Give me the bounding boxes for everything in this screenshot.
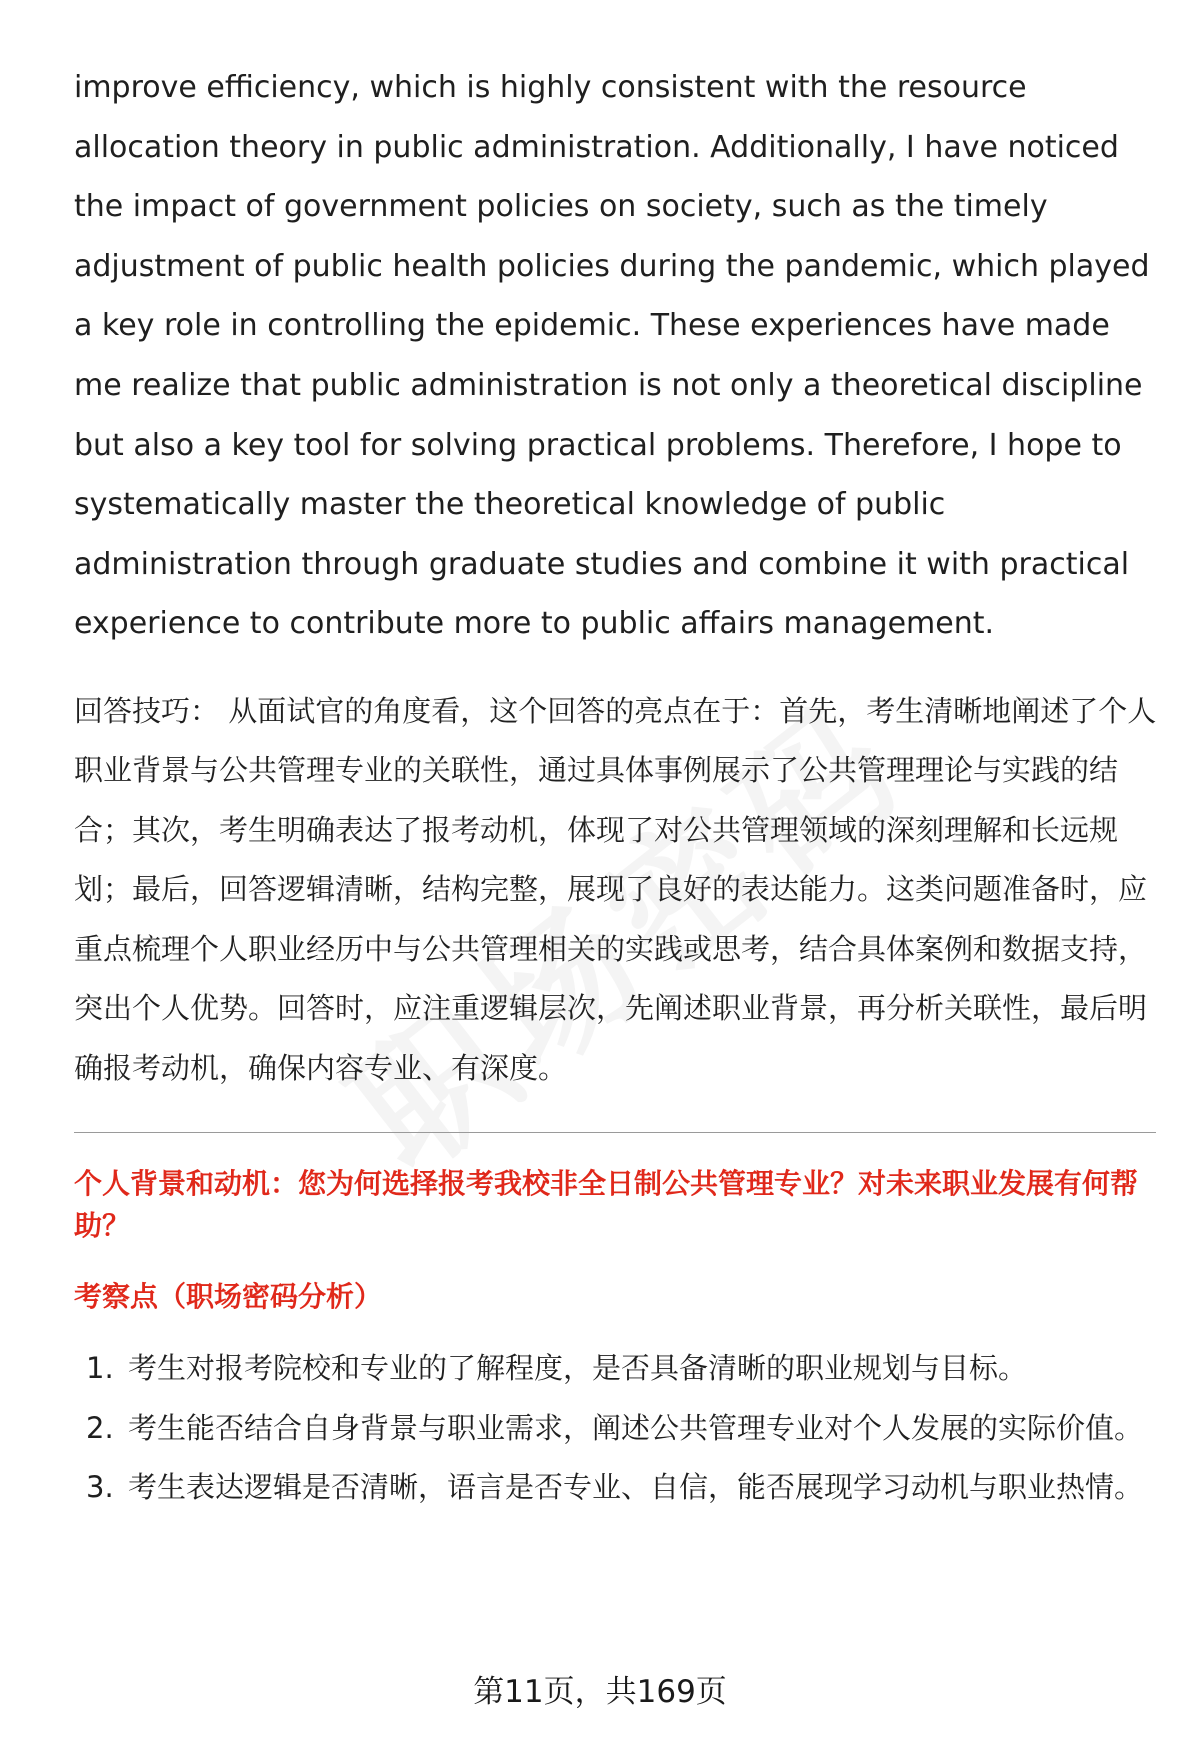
assessment-points-list — [74, 1339, 1164, 1518]
list-item-number: 2. — [86, 1410, 114, 1445]
assessment-heading: 考察点（职场密码分析） — [74, 1280, 383, 1314]
page-content — [74, 58, 1164, 1518]
list-item-number: 3. — [86, 1470, 114, 1505]
list-item — [74, 1399, 1188, 1459]
list-item — [74, 1458, 1188, 1518]
section-divider — [74, 1132, 1156, 1133]
answer-tips-paragraph: 回答技巧： 从面试官的角度看，这个回答的亮点在于：首先，考生清晰地阐述了个人职业背景与公共管理专业的关联性，通过具体事例展示了公共管理理论与实践的结合；其次，考生明确表达了报考动机，体现了对公共管理领域的深刻理解和长远规划；最后，回答逻辑清晰，结构完整，展现了良好的表达能力。这类问题准备时，应重点梳理个人职业经历中与公共管理相关的实践或思考，结合具体案例和数据支持，突出个人优势。回答时，应注重逻辑层次，先阐述职业背景，再分析关联性，最后明确报考动机，确保内容专业、有深度。 — [74, 693, 1157, 1085]
page-number-footer: 第11页，共169页 — [473, 1674, 727, 1710]
list-item-text: 考生能否结合自身背景与职业需求，阐述公共管理专业对个人发展的实际价值。 — [128, 1410, 1144, 1445]
list-item-text: 考生表达逻辑是否清晰，语言是否专业、自信，能否展现学习动机与职业热情。 — [128, 1470, 1144, 1505]
answer-paragraph: improve efficiency, which is highly consistent with the resource allocation theory in public administration. Additionally, I have noticed the impact of government policies on society, such as the timely adjustment of public health policies during the pandemic, which played a key role in controlling the epidemic. These experiences have made me realize that public administration is not only a theoretical discipline but also a key tool for solving practical problems. Therefore, I hope to systematically master the theoretical knowledge of public administration through graduate studies and combine it with practical experience to contribute more to public affairs management. — [74, 70, 1150, 642]
list-item-number: 1. — [86, 1351, 114, 1386]
list-item-text: 考生对报考院校和专业的了解程度，是否具备清晰的职业规划与目标。 — [128, 1351, 1028, 1386]
list-item — [74, 1339, 1188, 1399]
question-heading: 个人背景和动机：您为何选择报考我校非全日制公共管理专业？对未来职业发展有何帮助？ — [74, 1167, 1139, 1243]
